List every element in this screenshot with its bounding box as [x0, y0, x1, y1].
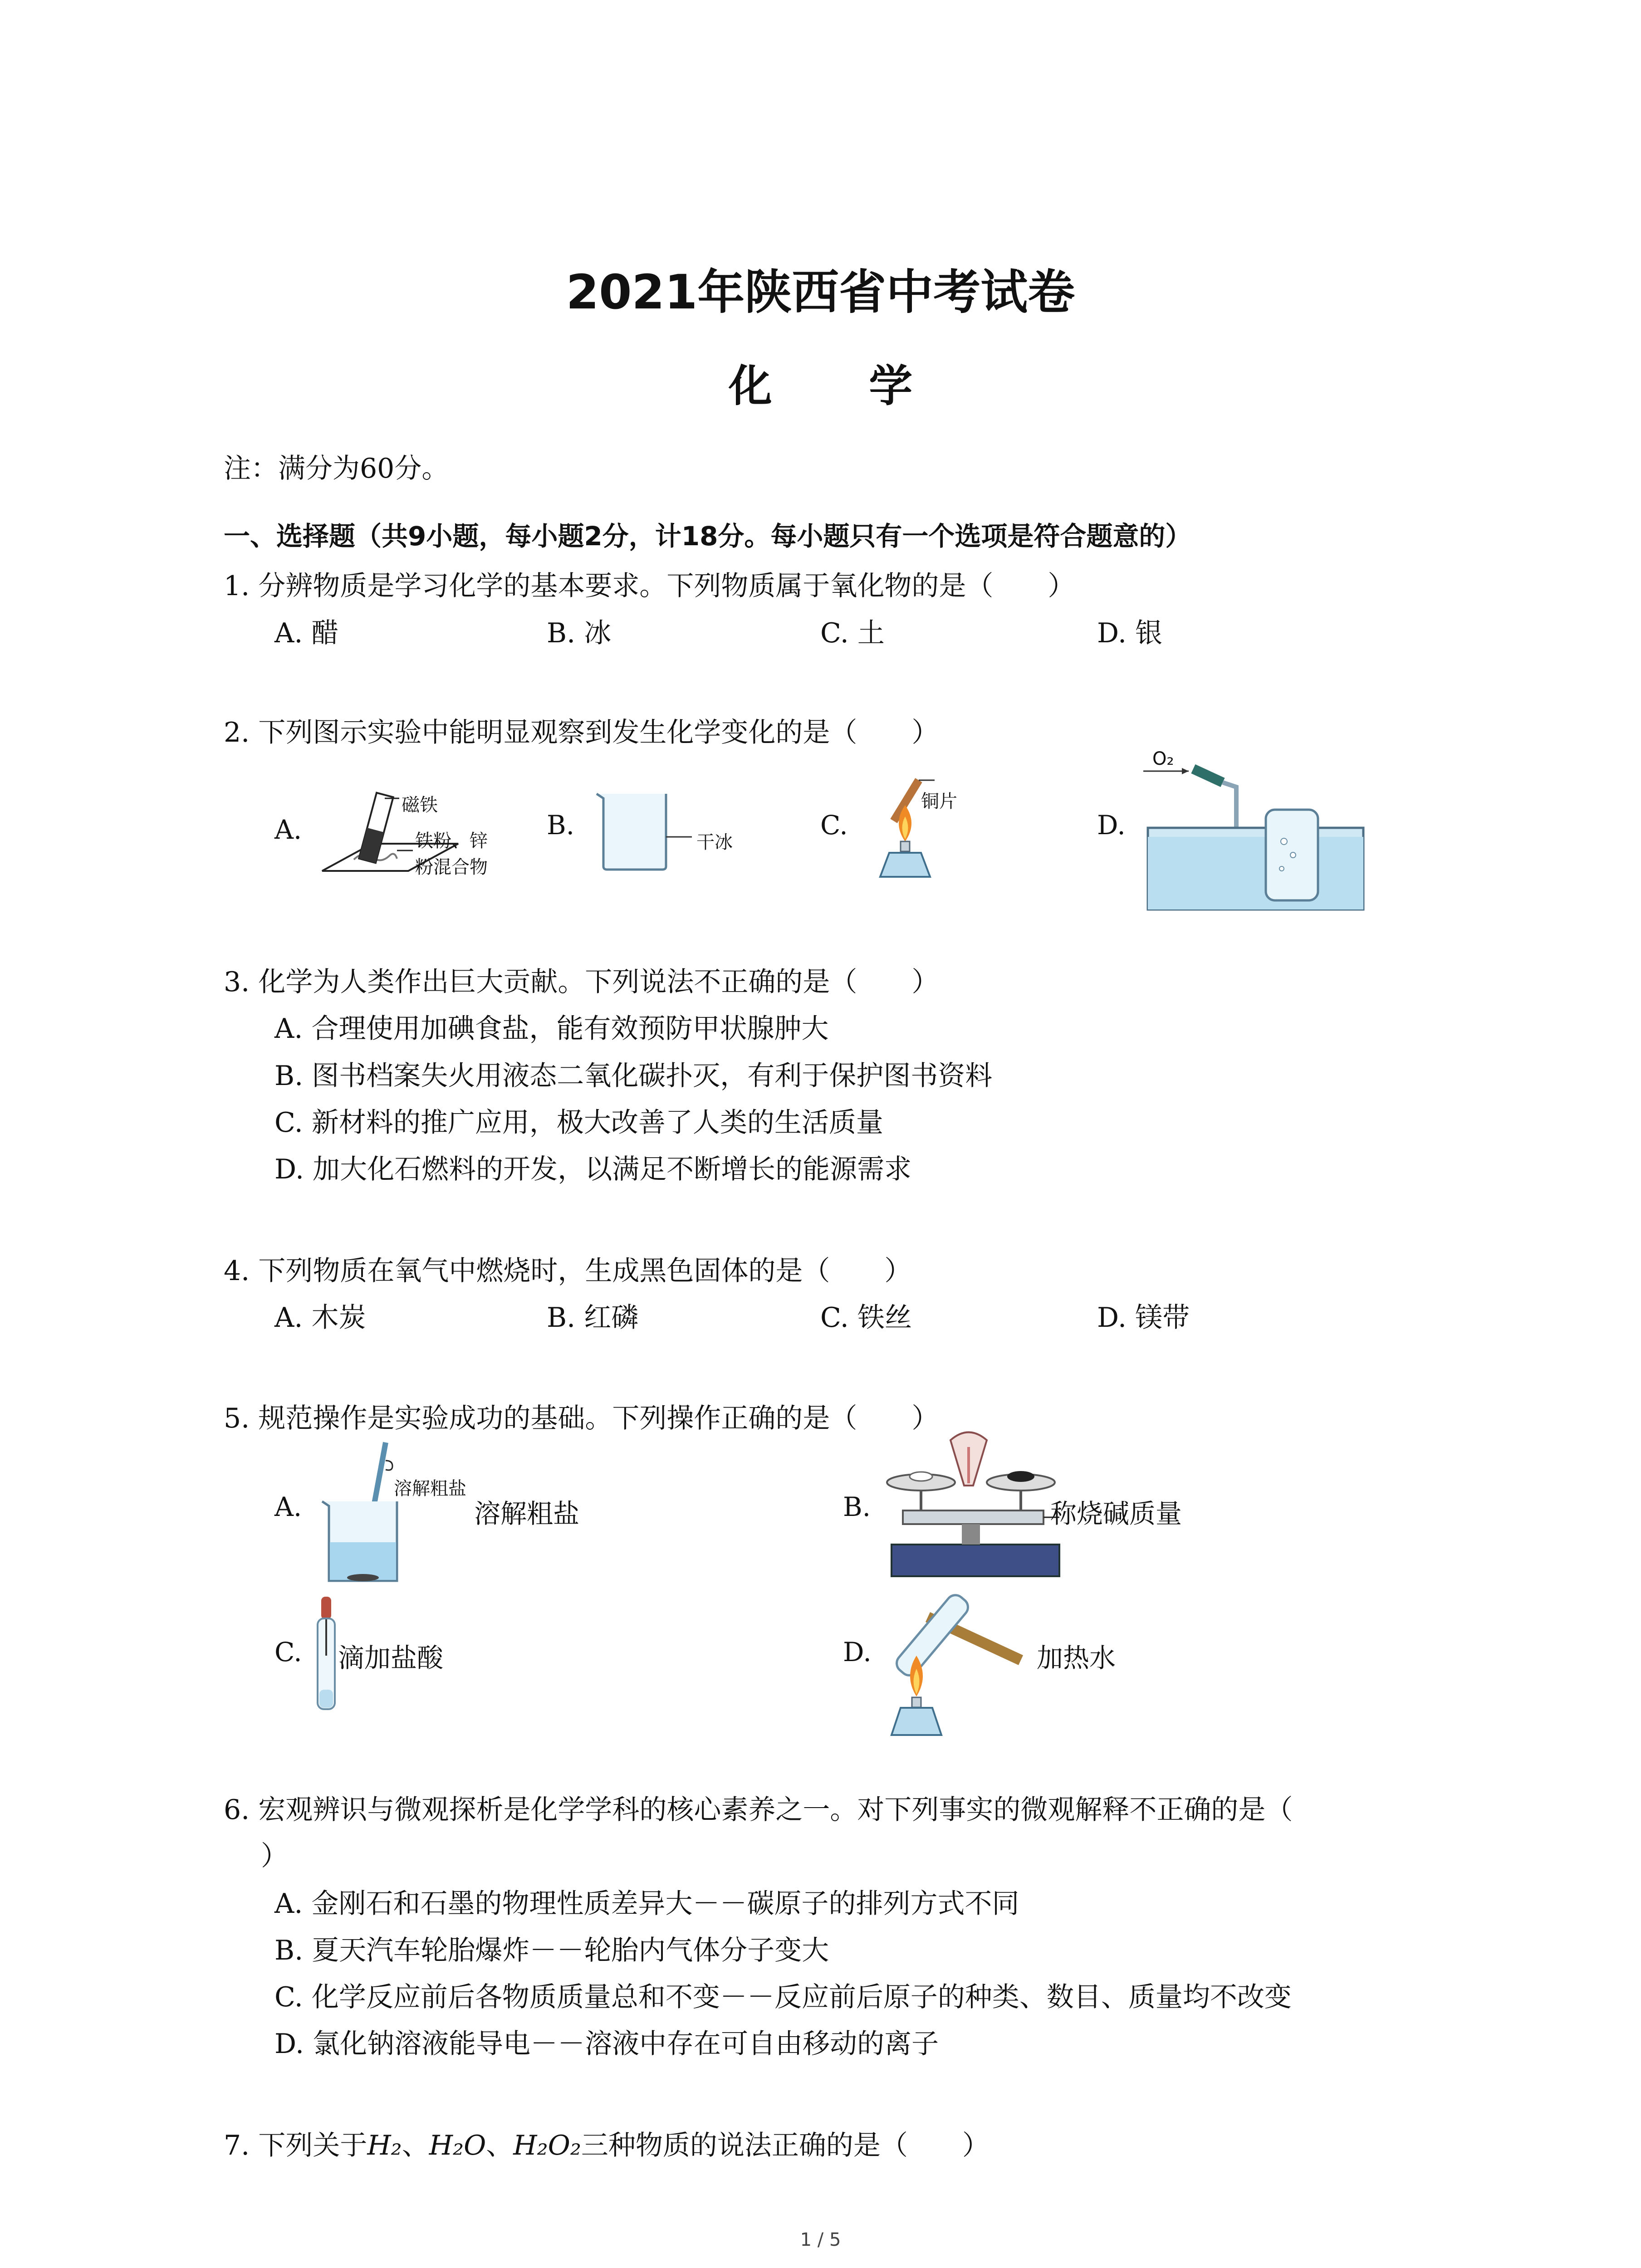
oxygen-collection-figure	[1143, 751, 1370, 914]
beaker-dry-ice-figure	[594, 792, 712, 871]
dry-ice-caption: 干冰	[696, 832, 733, 853]
q2-option-a-label: A.	[274, 814, 302, 845]
question-2-stem: 2. 下列图示实验中能明显观察到发生化学变化的是（ ）	[224, 717, 939, 748]
q7-prefix: 7. 下列关于	[224, 2130, 367, 2161]
heating-caption: 加热水	[1037, 1642, 1116, 1673]
balance-caption: 称烧碱质量	[1050, 1498, 1182, 1529]
q4-option-c: C. 铁丝	[820, 1302, 912, 1334]
magnet-caption: 磁铁	[402, 795, 438, 816]
formula-h2o2: H₂O₂	[513, 2130, 581, 2161]
q6-option-c: C. 化学反应前后各物质质量总和不变－－反应前后原子的种类、数目、质量均不改变	[274, 1981, 1292, 2013]
q7-separator-2: 、	[486, 2130, 514, 2161]
question-5-stem: 5. 规范操作是实验成功的基础。下列操作正确的是（ ）	[224, 1403, 939, 1434]
q7-separator-1: 、	[402, 2130, 429, 2161]
q4-option-a: A. 木炭	[274, 1302, 366, 1334]
question-7-stem	[224, 2127, 989, 2164]
q7-suffix: 三种物质的说法正确的是（ ）	[581, 2130, 989, 2161]
balance-figure	[885, 1429, 1066, 1583]
score-note: 注：满分为60分。	[224, 453, 449, 484]
q1-option-b: B. 冰	[547, 617, 612, 649]
formula-h2: H₂	[367, 2130, 402, 2161]
dissolve-small-caption: 溶解粗盐	[394, 1478, 466, 1499]
q1-option-c: C. 土	[820, 617, 885, 649]
formula-h2o: H₂O	[429, 2130, 486, 2161]
oxygen-caption: O₂	[1152, 748, 1174, 769]
exam-title: 2021年陕西省中考试卷	[566, 264, 1075, 320]
copper-caption: 铜片	[921, 791, 957, 812]
dissolve-caption: 溶解粗盐	[474, 1498, 580, 1529]
dropper-caption: 滴加盐酸	[338, 1642, 444, 1673]
q3-option-b: B. 图书档案失火用液态二氧化碳扑灭，有利于保护图书资料	[274, 1060, 993, 1092]
q5-option-b-label: B.	[843, 1491, 871, 1522]
subject-title: 化 学	[728, 361, 954, 411]
page-number: 1 / 5	[800, 2229, 841, 2250]
question-4-stem: 4. 下列物质在氧气中燃烧时，生成黑色固体的是（ ）	[224, 1255, 912, 1287]
q6-option-a: A. 金刚石和石墨的物理性质差异大－－碳原子的排列方式不同	[274, 1888, 1019, 1920]
q1-option-d: D. 银	[1097, 617, 1163, 649]
q3-option-c: C. 新材料的推广应用，极大改善了人类的生活质量	[274, 1107, 883, 1139]
q2-option-d-label: D.	[1097, 810, 1126, 841]
question-6-stem: 6. 宏观辨识与微观探析是化学学科的核心素养之一。对下列事实的微观解释不正确的是（	[224, 1794, 1293, 1826]
q1-option-a: A. 醋	[274, 617, 339, 649]
q2-option-c-label: C.	[820, 810, 848, 841]
q5-option-d-label: D.	[843, 1637, 872, 1667]
mixture-caption: 粉混合物	[415, 857, 488, 878]
q3-option-a: A. 合理使用加碘食盐，能有效预防甲状腺肿大	[274, 1013, 829, 1045]
dropper-figure	[313, 1597, 340, 1715]
q6-option-d: D. 氯化钠溶液能导电－－溶液中存在可自由移动的离子	[274, 2028, 939, 2060]
q4-option-b: B. 红磷	[547, 1302, 639, 1334]
q3-option-d: D. 加大化石燃料的开发，以满足不断增长的能源需求	[274, 1154, 912, 1185]
dissolving-salt-figure	[318, 1442, 408, 1588]
iron-zinc-caption: 铁粉、锌	[415, 831, 488, 851]
heating-water-figure	[885, 1579, 1039, 1742]
question-6-stem-end: ）	[261, 1840, 288, 1872]
q5-option-c-label: C.	[274, 1637, 302, 1667]
q5-option-a-label: A.	[274, 1491, 302, 1522]
q4-option-d: D. 镁带	[1097, 1302, 1190, 1334]
section-heading: 一、选择题（共9小题，每小题2分，计18分。每小题只有一个选项是符合题意的）	[224, 521, 1192, 552]
question-3-stem: 3. 化学为人类作出巨大贡献。下列说法不正确的是（ ）	[224, 966, 939, 998]
question-1-stem: 1. 分辨物质是学习化学的基本要求。下列物质属于氧化物的是（ ）	[224, 570, 1075, 602]
q6-option-b: B. 夏天汽车轮胎爆炸－－轮胎内气体分子变大	[274, 1935, 829, 1966]
q2-option-b-label: B.	[547, 810, 575, 841]
